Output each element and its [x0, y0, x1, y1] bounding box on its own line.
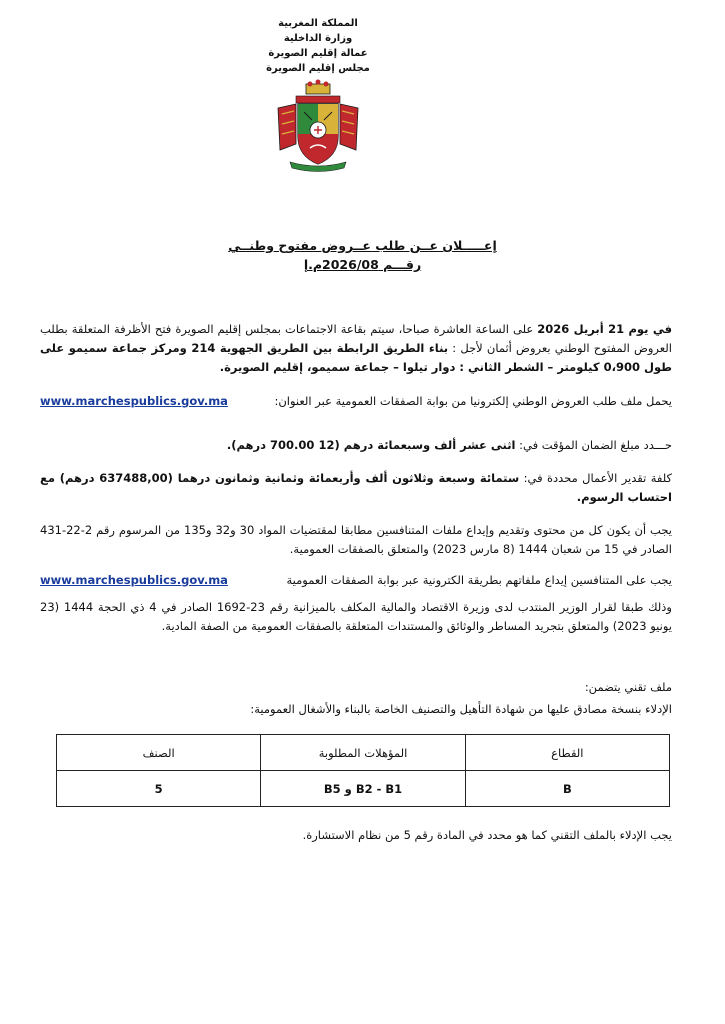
cell-qualifications: B2 - B1 و B5 [261, 771, 465, 807]
coat-of-arms-icon [270, 78, 366, 174]
estimate-label: كلفة تقدير الأعمال محددة في: [519, 471, 672, 485]
project-object: بناء الطريق الرابطة بين الطريق الجهوية 214 ومركز جماعة سميمو على طول 0،900 كيلومتر – الشطر الثاني : دوار تيلوا – جماعة سميمو، إقليم الصويرة. [40, 341, 672, 374]
title-line: إعـــــلان عــن طلب عــروض مفتوح وطنــي [228, 238, 497, 253]
estimate-amount: ستمائة وسبعة وثلاثون ألف وأربعمائة وثمانية وثمانون درهما (637488,00 درهم) مع احتساب الرسوم. [40, 471, 672, 504]
guarantee-paragraph [40, 436, 672, 455]
closing-text: يجب الإدلاء بالملف التقني كما هو محدد في المادة رقم 5 من نظام الاستشارة. [302, 828, 672, 842]
announcement-title [0, 236, 725, 274]
electronic-submission-paragraph [40, 571, 672, 590]
technical-file-text: ملف تقني يتضمن: [584, 680, 672, 694]
table-row [57, 771, 670, 807]
qualification-paragraph [40, 700, 672, 719]
submission-rules-text: يجب أن يكون كل من محتوى وتقديم وإيداع ملفات المتنافسين مطابقا لمقتضيات المواد 30 و32 و135 من المرسوم رقم 2-22-431 الصادر في 15 من شعبان 1444 (8 مارس 2023) والمتعلق بالصفقات العمومية. [40, 523, 672, 556]
electronic-submission-text: يجب على المتنافسين إيداع ملفاتهم بطريقة الكترونية عبر بوابة الصفقات العمومية [286, 573, 672, 587]
kingdom-line: المملكة المغربية [278, 18, 358, 29]
opening-text: على الساعة العاشرة صباحا، سيتم بقاعة الاجتماعات بمجلس إقليم الصويرة فتح الأظرفة المتعلقة بطلب العروض المفتوح الوطني بعروض أثمان لأجل : [40, 322, 672, 355]
classification-table [56, 734, 670, 807]
prefecture-line: عمالة إقليم الصويرة [268, 48, 368, 59]
letterhead [208, 16, 428, 76]
header-sector: القطاع [465, 735, 669, 771]
decree-paragraph [40, 598, 672, 636]
estimate-paragraph [40, 469, 672, 507]
opening-paragraph [40, 320, 672, 377]
table-header-row [57, 735, 670, 771]
guarantee-label: حـــدد مبلغ الضمان المؤقت في: [515, 438, 672, 452]
guarantee-amount: اثنى عشر ألف وسبعمائة درهم (12 700.00 درهم). [226, 438, 516, 452]
closing-paragraph [40, 826, 672, 845]
opening-date: في يوم 21 أبريل 2026 [537, 322, 672, 336]
ministry-line: وزارة الداخلية [283, 33, 353, 44]
portal-link-2[interactable]: www.marchespublics.gov.ma [40, 573, 228, 587]
header-qualifications: المؤهلات المطلوبة [261, 735, 465, 771]
reference-number: رقـــم 2026/08م.إ [303, 257, 422, 272]
download-text: يحمل ملف طلب العروض الوطني إلكترونيا من بوابة الصفقات العمومية عبر العنوان: [274, 394, 672, 408]
portal-link[interactable]: www.marchespublics.gov.ma [40, 394, 228, 408]
qualification-text: الإدلاء بنسخة مصادق عليها من شهادة التأهيل والتصنيف الخاصة بالبناء والأشغال العمومية: [250, 702, 672, 716]
cell-sector: B [465, 771, 669, 807]
technical-file-heading [40, 678, 672, 697]
submission-rules-paragraph [40, 521, 672, 559]
cell-class: 5 [57, 771, 261, 807]
decree-text: وذلك طبقا لقرار الوزير المنتدب لدى وزيرة الاقتصاد والمالية المكلف بالميزانية رقم 23-1692 الصادر في 4 ذي الحجة 1444 (23 يونيو 2023) والمتعلق بتجريد المساطر والوثائق والمستندات المتعلقة بالصفقات العمومية من الصفة المادية. [40, 600, 672, 633]
council-line: مجلس إقليم الصويرة [266, 63, 370, 74]
header-class: الصنف [57, 735, 261, 771]
download-paragraph [40, 392, 672, 411]
